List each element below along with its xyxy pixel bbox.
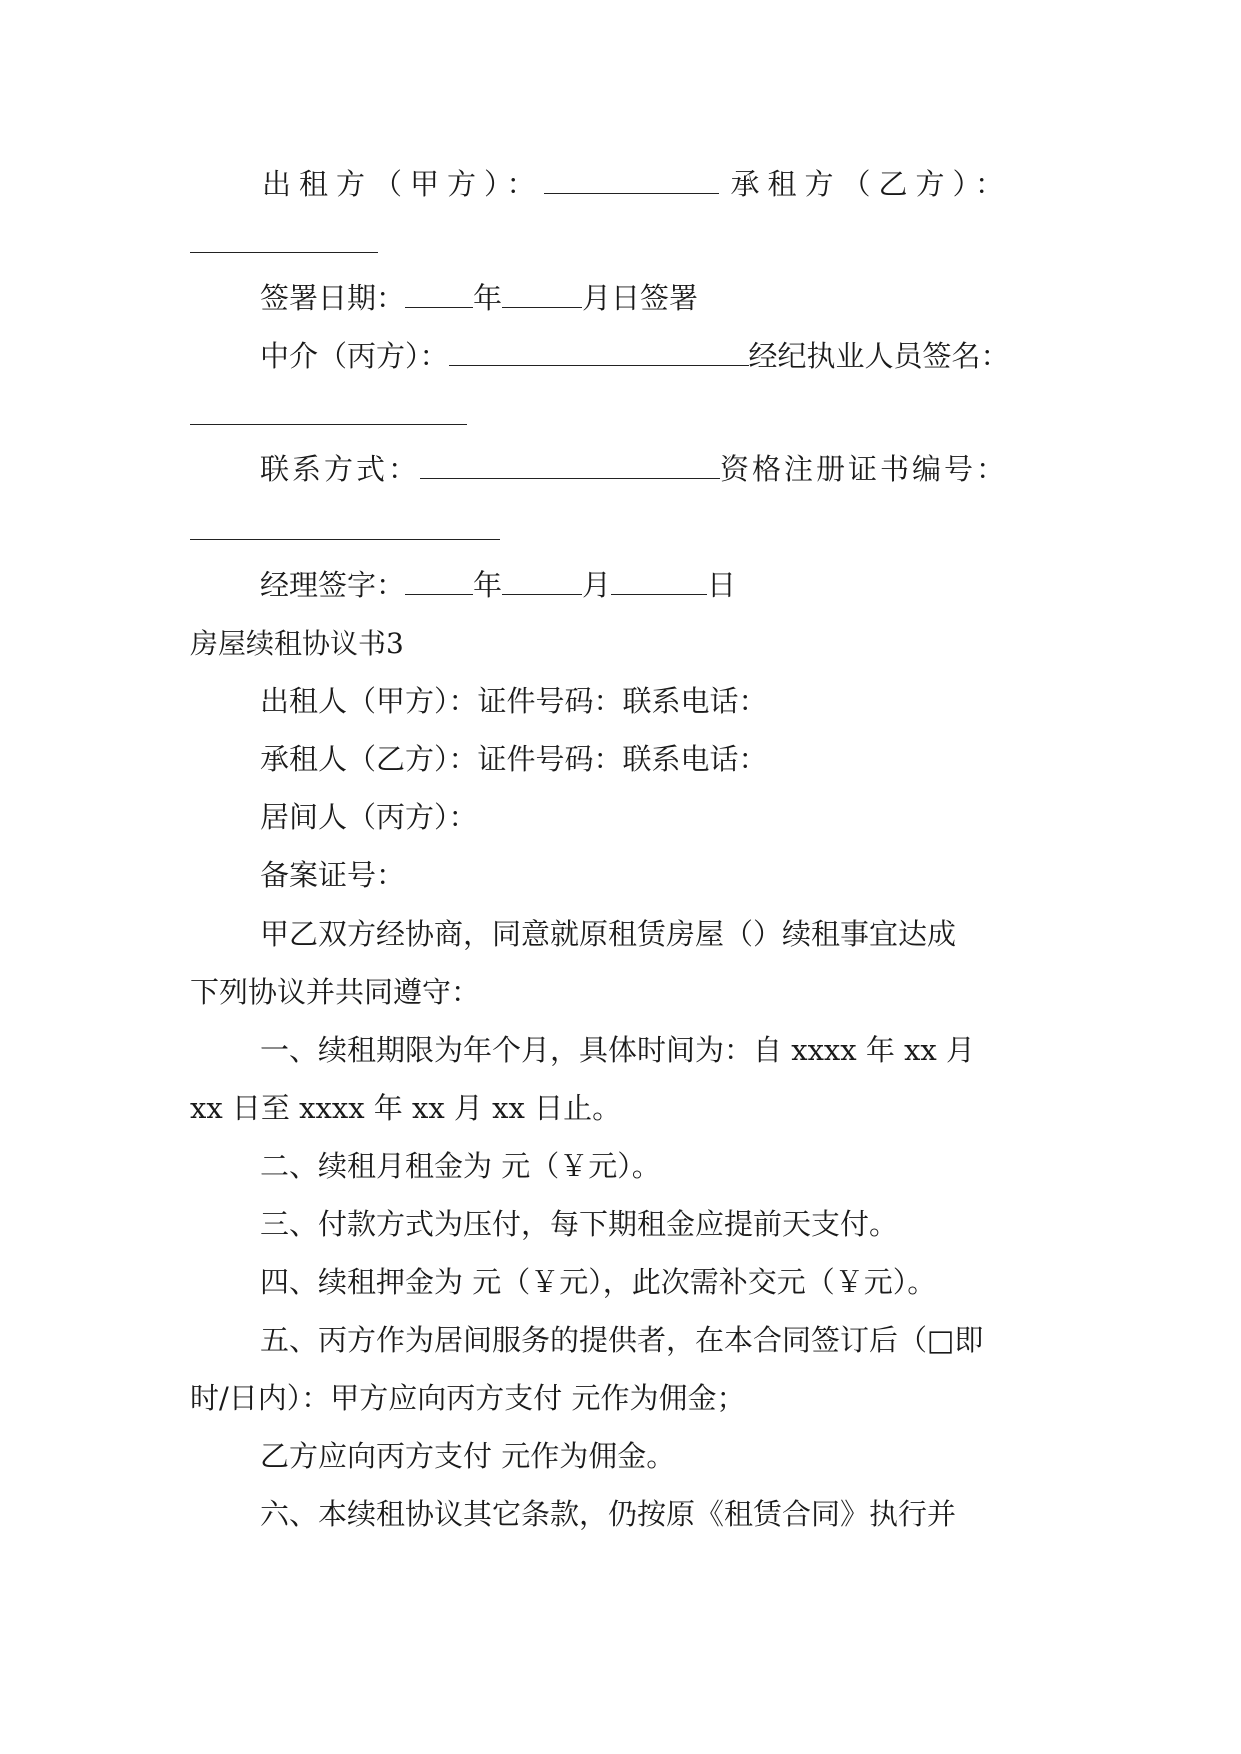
lessor-line (262, 164, 1012, 204)
agent-label: 中介（丙方）： (260, 339, 449, 373)
lessee-label: 承租方（乙方）： (730, 167, 1013, 201)
month-blank (502, 283, 582, 308)
mgr-month-blank (502, 570, 582, 595)
broker-sign-label: 经纪执业人员签名： (748, 339, 1010, 373)
mgr-month-text: 月 (582, 568, 612, 602)
agent-line (260, 336, 1010, 376)
manager-sign-line (260, 565, 736, 605)
clause-5-line-1: 五、丙方作为居间服务的提供者，在本合同签订后（□即 (260, 1323, 984, 1357)
intro-line-2: 下列协议并共同遵守： (190, 975, 481, 1009)
sign-date-line (260, 278, 698, 318)
intro-line-1: 甲乙双方经协商，同意就原租赁房屋（）续租事宜达成 (260, 917, 957, 951)
party-a-line: 出租人（甲方）：证件号码：联系电话： (260, 684, 768, 718)
broker-sign-blank (190, 424, 467, 425)
doc-title: 房屋续租协议书3 (190, 627, 404, 660)
clause-5-line-2: 时/日内）：甲方应向丙方支付 元作为佣金； (190, 1381, 746, 1415)
lessee-blank (190, 252, 378, 253)
contact-blank (420, 454, 720, 479)
clause-1-line-1: 一、续租期限为年个月，具体时间为：自 xxxx 年 xx 月 (260, 1033, 976, 1067)
clause-1-line-2: xx 日至 xxxx 年 xx 月 xx 日止。 (190, 1091, 622, 1125)
contact-label: 联系方式： (260, 452, 421, 486)
clause-5-line-3: 乙方应向丙方支付 元作为佣金。 (260, 1439, 676, 1473)
contact-line (260, 449, 1008, 489)
clause-4: 四、续租押金为 元（￥元），此次需补交元（￥元）。 (260, 1265, 937, 1299)
clause-3: 三、付款方式为压付，每下期租金应提前天支付。 (260, 1207, 899, 1241)
mgr-year-blank (405, 570, 473, 595)
agent-blank (449, 341, 749, 366)
mgr-year-text: 年 (473, 568, 503, 602)
lessor-label: 出租方（甲方）： (262, 167, 544, 201)
sign-date-label: 签署日期： (260, 281, 406, 315)
mgr-day-text: 日 (707, 568, 737, 602)
filing-no-line: 备案证号： (260, 858, 406, 892)
party-c-line: 居间人（丙方）： (260, 800, 478, 834)
manager-sign-label: 经理签字： (260, 568, 406, 602)
year-text: 年 (473, 281, 503, 315)
clause-2: 二、续租月租金为 元（￥元）。 (260, 1149, 661, 1183)
cert-no-blank (190, 539, 500, 540)
month-day-signed-text: 月日签署 (582, 281, 699, 315)
year-blank (405, 283, 473, 308)
lessor-blank (544, 169, 719, 194)
cert-no-label: 资格注册证书编号： (720, 452, 1009, 486)
clause-6-line-1: 六、本续租协议其它条款，仍按原《租赁合同》执行并 (260, 1497, 957, 1531)
mgr-day-blank (611, 570, 707, 595)
party-b-line: 承租人（乙方）：证件号码：联系电话： (260, 742, 768, 776)
